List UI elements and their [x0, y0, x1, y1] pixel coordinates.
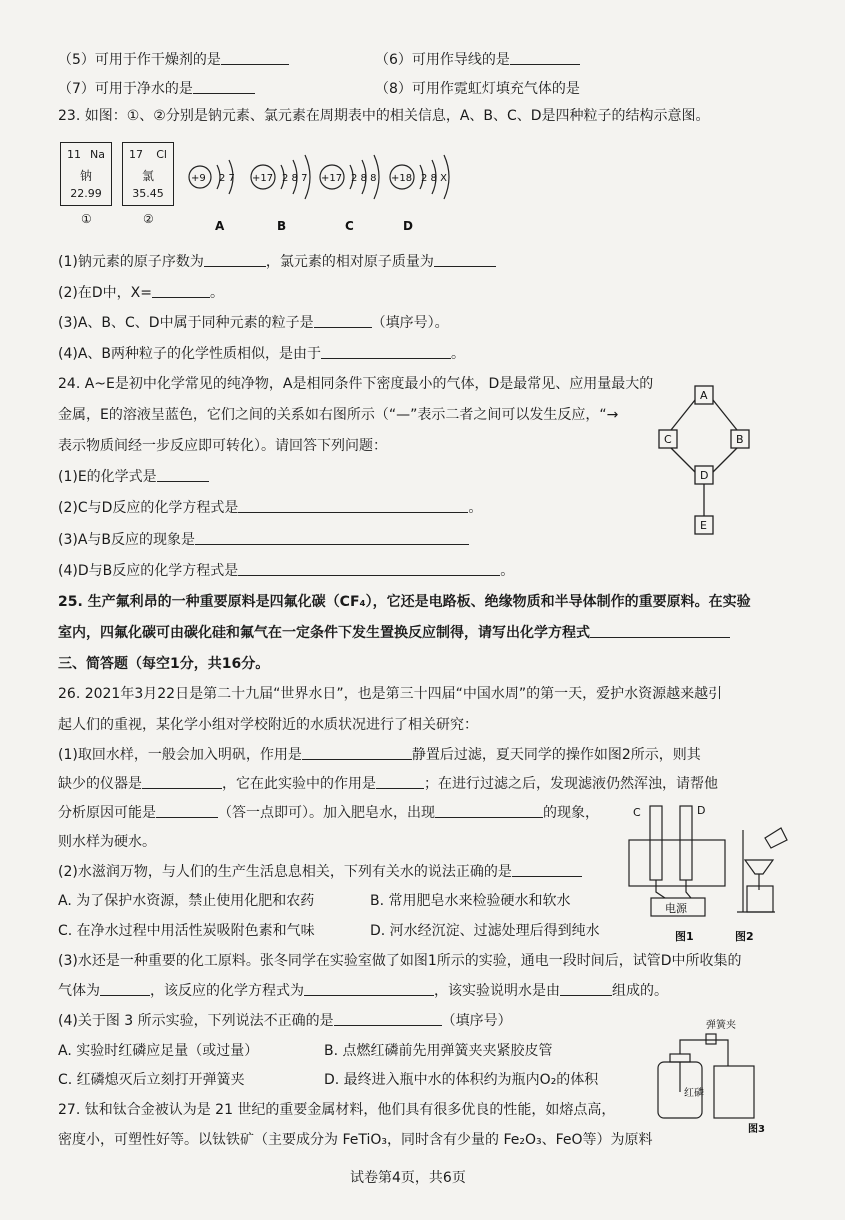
pouring-beaker: [765, 828, 787, 848]
power-label: 电源: [665, 902, 687, 915]
node-c-label: C: [664, 433, 672, 446]
answer-blank[interactable]: [238, 498, 468, 513]
answer-blank[interactable]: [221, 50, 289, 65]
q26-sub-2-option-b: B. 常用肥皂水来检验硬水和软水: [370, 893, 571, 909]
particle-a-label: A: [215, 219, 225, 233]
figure-3-phosphorus-experiment: [648, 1016, 788, 1136]
q26-sub-2-option-d: D. 河水经沉淀、过滤处理后得到纯水: [370, 923, 600, 939]
particle-c-label: C: [345, 219, 354, 233]
answer-blank[interactable]: [590, 623, 730, 638]
water-beaker: [714, 1066, 754, 1118]
answer-blank[interactable]: [304, 981, 434, 996]
answer-blank[interactable]: [560, 981, 612, 996]
card-tag-2: ②: [143, 212, 154, 226]
q25-line-2: 室内，四氟化碳可由碳化硅和氟气在一定条件下发生置换反应制得，请写出化学方程式: [58, 623, 730, 643]
answer-blank[interactable]: [314, 313, 372, 328]
particle-b-shells: 2 8 7: [282, 173, 308, 184]
phosphorus-label: 红磷: [684, 1088, 704, 1099]
answer-blank[interactable]: [204, 252, 266, 267]
q24-line-1: 24. A~E是初中化学常见的纯净物，A是相同条件下密度最小的气体，D是最常见、应用量最大的: [58, 376, 654, 392]
q24-relation-diagram: [655, 380, 775, 550]
answer-blank[interactable]: [238, 561, 500, 576]
funnel: [745, 860, 773, 874]
answer-blank[interactable]: [152, 283, 210, 298]
q26-line-2: 起人们的重视，某化学小组对学校附近的水质状况进行了相关研究：: [58, 717, 478, 733]
q26-line-1: 26. 2021年3月22日是第二十九届“世界水日”，也是第三十四届“中国水周”的第一天，爱护水资源越来越引: [58, 686, 723, 702]
node-e-label: E: [700, 519, 707, 532]
q26-sub-2-option-a: A. 为了保护水资源，禁止使用化肥和农药: [58, 893, 315, 909]
q24-line-3: 表示物质间经一步反应即可转化）。请回答下列问题：: [58, 438, 387, 454]
answer-blank[interactable]: [321, 344, 451, 359]
node-d-label: D: [700, 469, 709, 482]
bottle-stopper: [670, 1054, 690, 1062]
q24-sub-3: (3)A与B反应的现象是: [58, 530, 469, 550]
q26-sub-4-option-a: A. 实验时红磷应足量（或过量）: [58, 1043, 259, 1059]
answer-blank[interactable]: [376, 774, 424, 789]
answer-blank[interactable]: [302, 745, 412, 760]
particle-structure-diagrams: [185, 140, 465, 240]
answer-blank[interactable]: [512, 862, 582, 877]
spring-clamp: [706, 1034, 716, 1044]
q23-stem: 23. 如图：①、②分别是钠元素、氯元素在周期表中的相关信息，A、B、C、D是四种粒子的结构示意图。: [58, 108, 710, 124]
q26-sub-4-option-b: B. 点燃红磷前先用弹簧夹夹紧胶皮管: [324, 1043, 553, 1059]
particle-d-shells: 2 8 X: [421, 173, 447, 184]
section-3-heading: 三、简答题（每空1分，共16分。: [58, 656, 270, 672]
beaker: [747, 886, 773, 912]
q22-item-7: （7）可用于净水的是: [58, 79, 255, 99]
q26-sub-1-line-4: 则水样为硬水。: [58, 834, 156, 850]
answer-blank[interactable]: [100, 981, 150, 996]
q22-item-6: （6）可用作导线的是: [375, 50, 580, 70]
figure-1-2-electrolysis-filtration: [625, 800, 795, 950]
answer-blank[interactable]: [142, 774, 222, 789]
q25-line-1: 25. 生产氟利昂的一种重要原料是四氟化碳（CF₄），它还是电路板、绝缘物质和半导体制作的重要原料。在实验: [58, 594, 751, 610]
answer-blank[interactable]: [435, 803, 543, 818]
q26-sub-4-option-c: C. 红磷熄灭后立刻打开弹簧夹: [58, 1072, 245, 1088]
q24-line-2: 金属，E的溶液呈蓝色，它们之间的关系如右图所示（“—”表示二者之间可以发生反应，“→: [58, 407, 619, 423]
q26-sub-4-option-d: D. 最终进入瓶中水的体积约为瓶内O₂的体积: [324, 1072, 599, 1088]
water-trough: [629, 840, 725, 886]
answer-blank[interactable]: [510, 50, 580, 65]
answer-blank[interactable]: [156, 803, 218, 818]
node-a-label: A: [700, 389, 708, 402]
answer-blank[interactable]: [193, 79, 255, 94]
figure-1-caption: 图1: [675, 930, 694, 943]
tube-d-label: D: [697, 804, 706, 817]
q22-item-8: （8）可用作霓虹灯填充气体的是: [375, 81, 580, 97]
q24-sub-4: (4)D与B反应的化学方程式是 。: [58, 563, 515, 579]
particle-c-shells: 2 8 8: [351, 173, 377, 184]
q27-line-1: 27. 钛和钛合金被认为是 21 世纪的重要金属材料，他们具有很多优良的性能，如熔点高，: [58, 1102, 616, 1118]
particle-d-label: D: [403, 219, 413, 233]
q26-sub-2: (2)水滋润万物，与人们的生产生活息息相关，下列有关水的说法正确的是: [58, 862, 582, 882]
q26-sub-2-option-c: C. 在净水过程中用活性炭吸附色素和气味: [58, 923, 315, 939]
q27-line-2: 密度小，可塑性好等。以钛铁矿（主要成分为 FeTiO₃，同时含有少量的 Fe₂O₃、FeO等）为原料: [58, 1132, 653, 1148]
test-tube-d: [680, 806, 692, 880]
test-tube-c: [650, 806, 662, 880]
answer-blank[interactable]: [334, 1011, 442, 1026]
q24-sub-1: (1)E的化学式是: [58, 467, 209, 487]
q26-sub-1-line-3: 分析原因可能是 （答一点即可）。加入肥皂水，出现 的现象，: [58, 805, 599, 821]
q23-sub-1: (1)钠元素的原子序数为 ，氯元素的相对原子质量为: [58, 252, 496, 272]
particle-b-label: B: [277, 219, 287, 233]
sodium-periodic-card: 11 Na 钠 22.99: [60, 142, 112, 206]
q24-sub-2: (2)C与D反应的化学方程式是 。: [58, 500, 483, 516]
answer-blank[interactable]: [195, 530, 469, 545]
answer-blank[interactable]: [157, 467, 209, 482]
node-b-label: B: [736, 433, 744, 446]
q23-sub-3: (3)A、B、C、D中属于同种元素的粒子是 （填序号）。: [58, 315, 449, 331]
q23-sub-2: (2)在D中，X= 。: [58, 285, 224, 301]
q26-sub-3-line-2: 气体为 ，该反应的化学方程式为 ，该实验说明水是由 组成的。: [58, 983, 668, 999]
q26-sub-1-line-2: 缺少的仪器是 ，它在此实验中的作用是 ；在进行过滤之后，发现滤液仍然浑浊，请帮他: [58, 776, 718, 792]
page-footer: 试卷第4页，共6页: [350, 1170, 466, 1186]
chlorine-periodic-card: 17 Cl 氯 35.45: [122, 142, 174, 206]
particle-a-shells: 2 7: [219, 173, 235, 184]
tube-c-label: C: [633, 806, 641, 819]
q26-sub-1-line-1: (1)取回水样，一般会加入明矾，作用是 静置后过滤，夏天同学的操作如图2所示，则其: [58, 747, 701, 763]
q22-item-5: （5）可用于作干燥剂的是: [58, 50, 289, 70]
q23-sub-4: (4)A、B两种粒子的化学性质相似，是由于 。: [58, 346, 466, 362]
particle-a-core: +9: [191, 173, 206, 184]
particle-c-core: +17: [321, 173, 343, 184]
figure-3-caption: 图3: [748, 1124, 765, 1135]
answer-blank[interactable]: [434, 252, 496, 267]
card-tag-1: ①: [81, 212, 92, 226]
clamp-label: 弹簧夹: [706, 1020, 736, 1031]
figure-2-caption: 图2: [735, 930, 754, 943]
q26-sub-3-line-1: (3)水还是一种重要的化工原料。张冬同学在实验室做了如图1所示的实验，通电一段时间后，试管D中所收集的: [58, 953, 742, 969]
q26-sub-4: (4)关于图 3 所示实验，下列说法不正确的是 （填序号）: [58, 1013, 512, 1029]
particle-b-core: +17: [252, 173, 274, 184]
particle-d-core: +18: [391, 173, 413, 184]
